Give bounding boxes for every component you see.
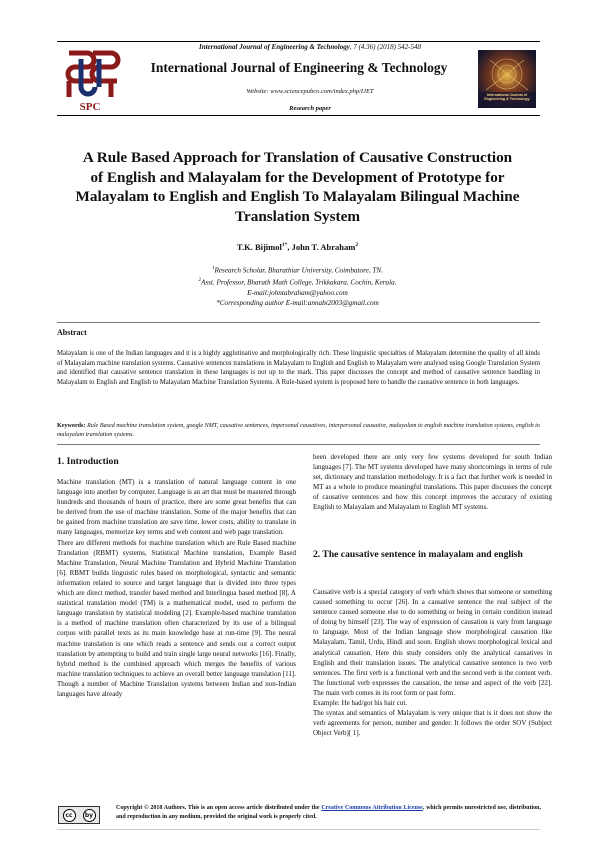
keywords-text: Rule Based machine translation system, google NMT, causative sentences, impersonal causatives, interpersonal causative, malayalam to english machine translation systems, english to malayalam translation systems. bbox=[57, 423, 540, 438]
abstract-top-rule bbox=[57, 322, 540, 323]
author-separator: , John T. Abraham bbox=[287, 242, 356, 252]
causative-paragraph-1: Causative verb is a special category of verb which shows that someone or something caused something to occur [26]. In a causative sentence the real subject of the sentence caused someone else to do something or being in certain condition instead of doing by himself [23]. The way of expression of causation is vary from language to language. Most of the Indian language show morphological causation like Malayalam, Tamil, Urdu, Hindi and soon. English shows morphological lexical and analytical causation. Here this study considers only the analytical causatives in English and their translation issues. The analytical causative sentence is two verb sentences. The first verb is a functional verb and the second verb is the content verb. The functional verb expresses the causation, the tense and aspect of the verb [22]. The main verb comes in its root form or past form. bbox=[313, 588, 552, 697]
author-line bbox=[100, 242, 495, 252]
causative-paragraph-2: The syntax and semantics of Malayalam is very unique that is it does not show the verb agreements for person, number and gender. It follows the order SOV (Subject Object Verb)[ 1]. bbox=[313, 709, 552, 738]
section-2-heading: 2. The causative sentence in malayalam and english bbox=[313, 549, 523, 560]
corresponding-author[interactable]: *Corresponding author E-mail:annabi2003@gmail.com bbox=[216, 299, 379, 308]
spc-logo-text: SPC bbox=[79, 101, 101, 113]
journal-citation bbox=[160, 43, 460, 51]
copyright-text-post: , which permits unrestricted use, distribution, and reproduction in any medium, provided the original work is properly cited. bbox=[116, 805, 541, 820]
affiliation-1-sup: 1 bbox=[211, 266, 215, 271]
affiliation-2-sup: 2 bbox=[198, 277, 201, 283]
affiliation-2-text: Asst. Professor, Bharath Math College, Trikkakara, Cochin, Kerala. bbox=[200, 278, 397, 287]
keywords-label: Keywords: bbox=[57, 423, 86, 429]
intro-paragraph-2: There are different methods for machine translation which are Rule Based machine Translation (RBMT) systems, Statistical Machine translation, Example Based Machine Translation, Neural Machine Translation and Hybrid Machine Translation [6]. RBMT builds linguistic rules based on morphological, syntactic and semantic information related to source and target language that is divided into three types which are direct method, transfer based method and Interlingua based method [8]. A statistical translation model (TM) is a mathematical model, used to perform the language translation by statistical modeling [2]. Example-based machine translation is a method of machine translation often characterized by its use of a bilingual corpus with parallel texts as its main knowledge base at run-time [9]. The neural machine translation is one which reads a sentence and sends out a correct output translation by attempting to build and train single large neural networks [16]. Finally, hybrid method is the combined approach which merges the benefits of various machine translation techniques to achieve an overall better language translation [11]. Though a number of Machine Translation systems between Indian and non-Indian languages have already bbox=[57, 538, 296, 698]
section-1-heading: 1. Introduction bbox=[57, 456, 119, 467]
author-email[interactable]: E-mail:johntabraham@yahoo.com bbox=[247, 288, 348, 297]
abstract-bottom-rule bbox=[57, 444, 540, 445]
spc-publisher-logo bbox=[59, 47, 121, 113]
header-bottom-rule bbox=[57, 115, 540, 116]
journal-cover-image bbox=[478, 50, 536, 108]
section-2-body bbox=[313, 587, 552, 738]
creative-commons-badge[interactable] bbox=[58, 806, 100, 824]
footer-rule bbox=[57, 829, 540, 830]
left-column bbox=[57, 477, 296, 699]
abstract-text: Malayalam is one of the Indian languages and it is a highly agglutinative and morphologically rich. These linguistic specialties of Malayalam determine the quality of all kinds of Malayalam machine translation systems. Causative sentences translations in Malayalam to English and English to Malayalam were analysed using Google Translation System and identified that causative sentence translation in these languages is not up to the mark. This paper discusses the concept and method of causative sentence handling in Malayalam to English and English to Malayalam Machine Translation Systems. A Rule-based system is proposed here to handle the causative sentence in both languages. bbox=[57, 350, 540, 386]
affiliation-1 bbox=[80, 264, 515, 276]
journal-website[interactable]: Website: www.sciencepubco.com/index.php/IJET bbox=[246, 88, 374, 95]
citation-journal-name: International Journal of Engineering & Technology bbox=[198, 43, 350, 51]
paper-title: A Rule Based Approach for Translation of Causative Construction of English and Malayalam for the Development of Prototype for Malayalam to English and English To Malayalam Bilingual Machine Translation System bbox=[75, 149, 520, 225]
author-1: T.K. Bijimol bbox=[236, 242, 282, 252]
header-top-rule bbox=[57, 41, 540, 42]
cc-icon: cc bbox=[63, 809, 76, 822]
cover-title: International Journal of Engineering & Technology bbox=[484, 93, 530, 102]
intro-paragraph-3: been developed there are only very few systems developed for south Indian languages [7]. The MT systems developed have many shortcomings in terms of rule set, dictionary and translation methodology. It is a fact that further work is needed in MT as a whole to produce meaningful translations. This paper discusses the concept of causative sentences and how this concept improves the accuracy of existing English to Malayalam and Malayalam to English MT systems. bbox=[313, 453, 552, 512]
by-icon: by bbox=[83, 809, 96, 822]
right-column bbox=[313, 452, 552, 513]
causative-example: Example: He had/got his hair cut. bbox=[313, 699, 408, 708]
author-2-sup: 2 bbox=[355, 242, 359, 249]
keywords bbox=[57, 422, 540, 439]
affiliations bbox=[80, 264, 515, 309]
citation-details: , 7 (4.36) (2018) 542-548 bbox=[349, 43, 421, 51]
copyright-text-pre: Copyright © 2018 Authors. This is an open access article distributed under the bbox=[116, 805, 322, 811]
affiliation-2 bbox=[80, 276, 515, 288]
journal-title: International Journal of Engineering & Technology bbox=[150, 60, 448, 75]
intro-paragraph-1: Machine translation (MT) is a translation of natural language content in one language into another by computer. Language is an art that must be mastered through hundreds and thousands of hours of practice, there are some great benefits that can be derived from the use of machine translation. Some of the major benefits that can be gained from machine translation are save time, lower costs, ability to translate in many languages, memorize key terms and web content and web page translation. bbox=[57, 478, 296, 537]
affiliation-1-text: Research Scholar, Bharathiar University, Coimbatore, TN. bbox=[214, 266, 384, 275]
abstract-heading: Abstract bbox=[57, 328, 87, 337]
copyright-notice bbox=[116, 804, 541, 821]
license-link[interactable]: Creative Commons Attribution License bbox=[321, 805, 423, 811]
author-1-sup: 1* bbox=[281, 242, 288, 249]
article-type: Research paper bbox=[289, 105, 331, 112]
